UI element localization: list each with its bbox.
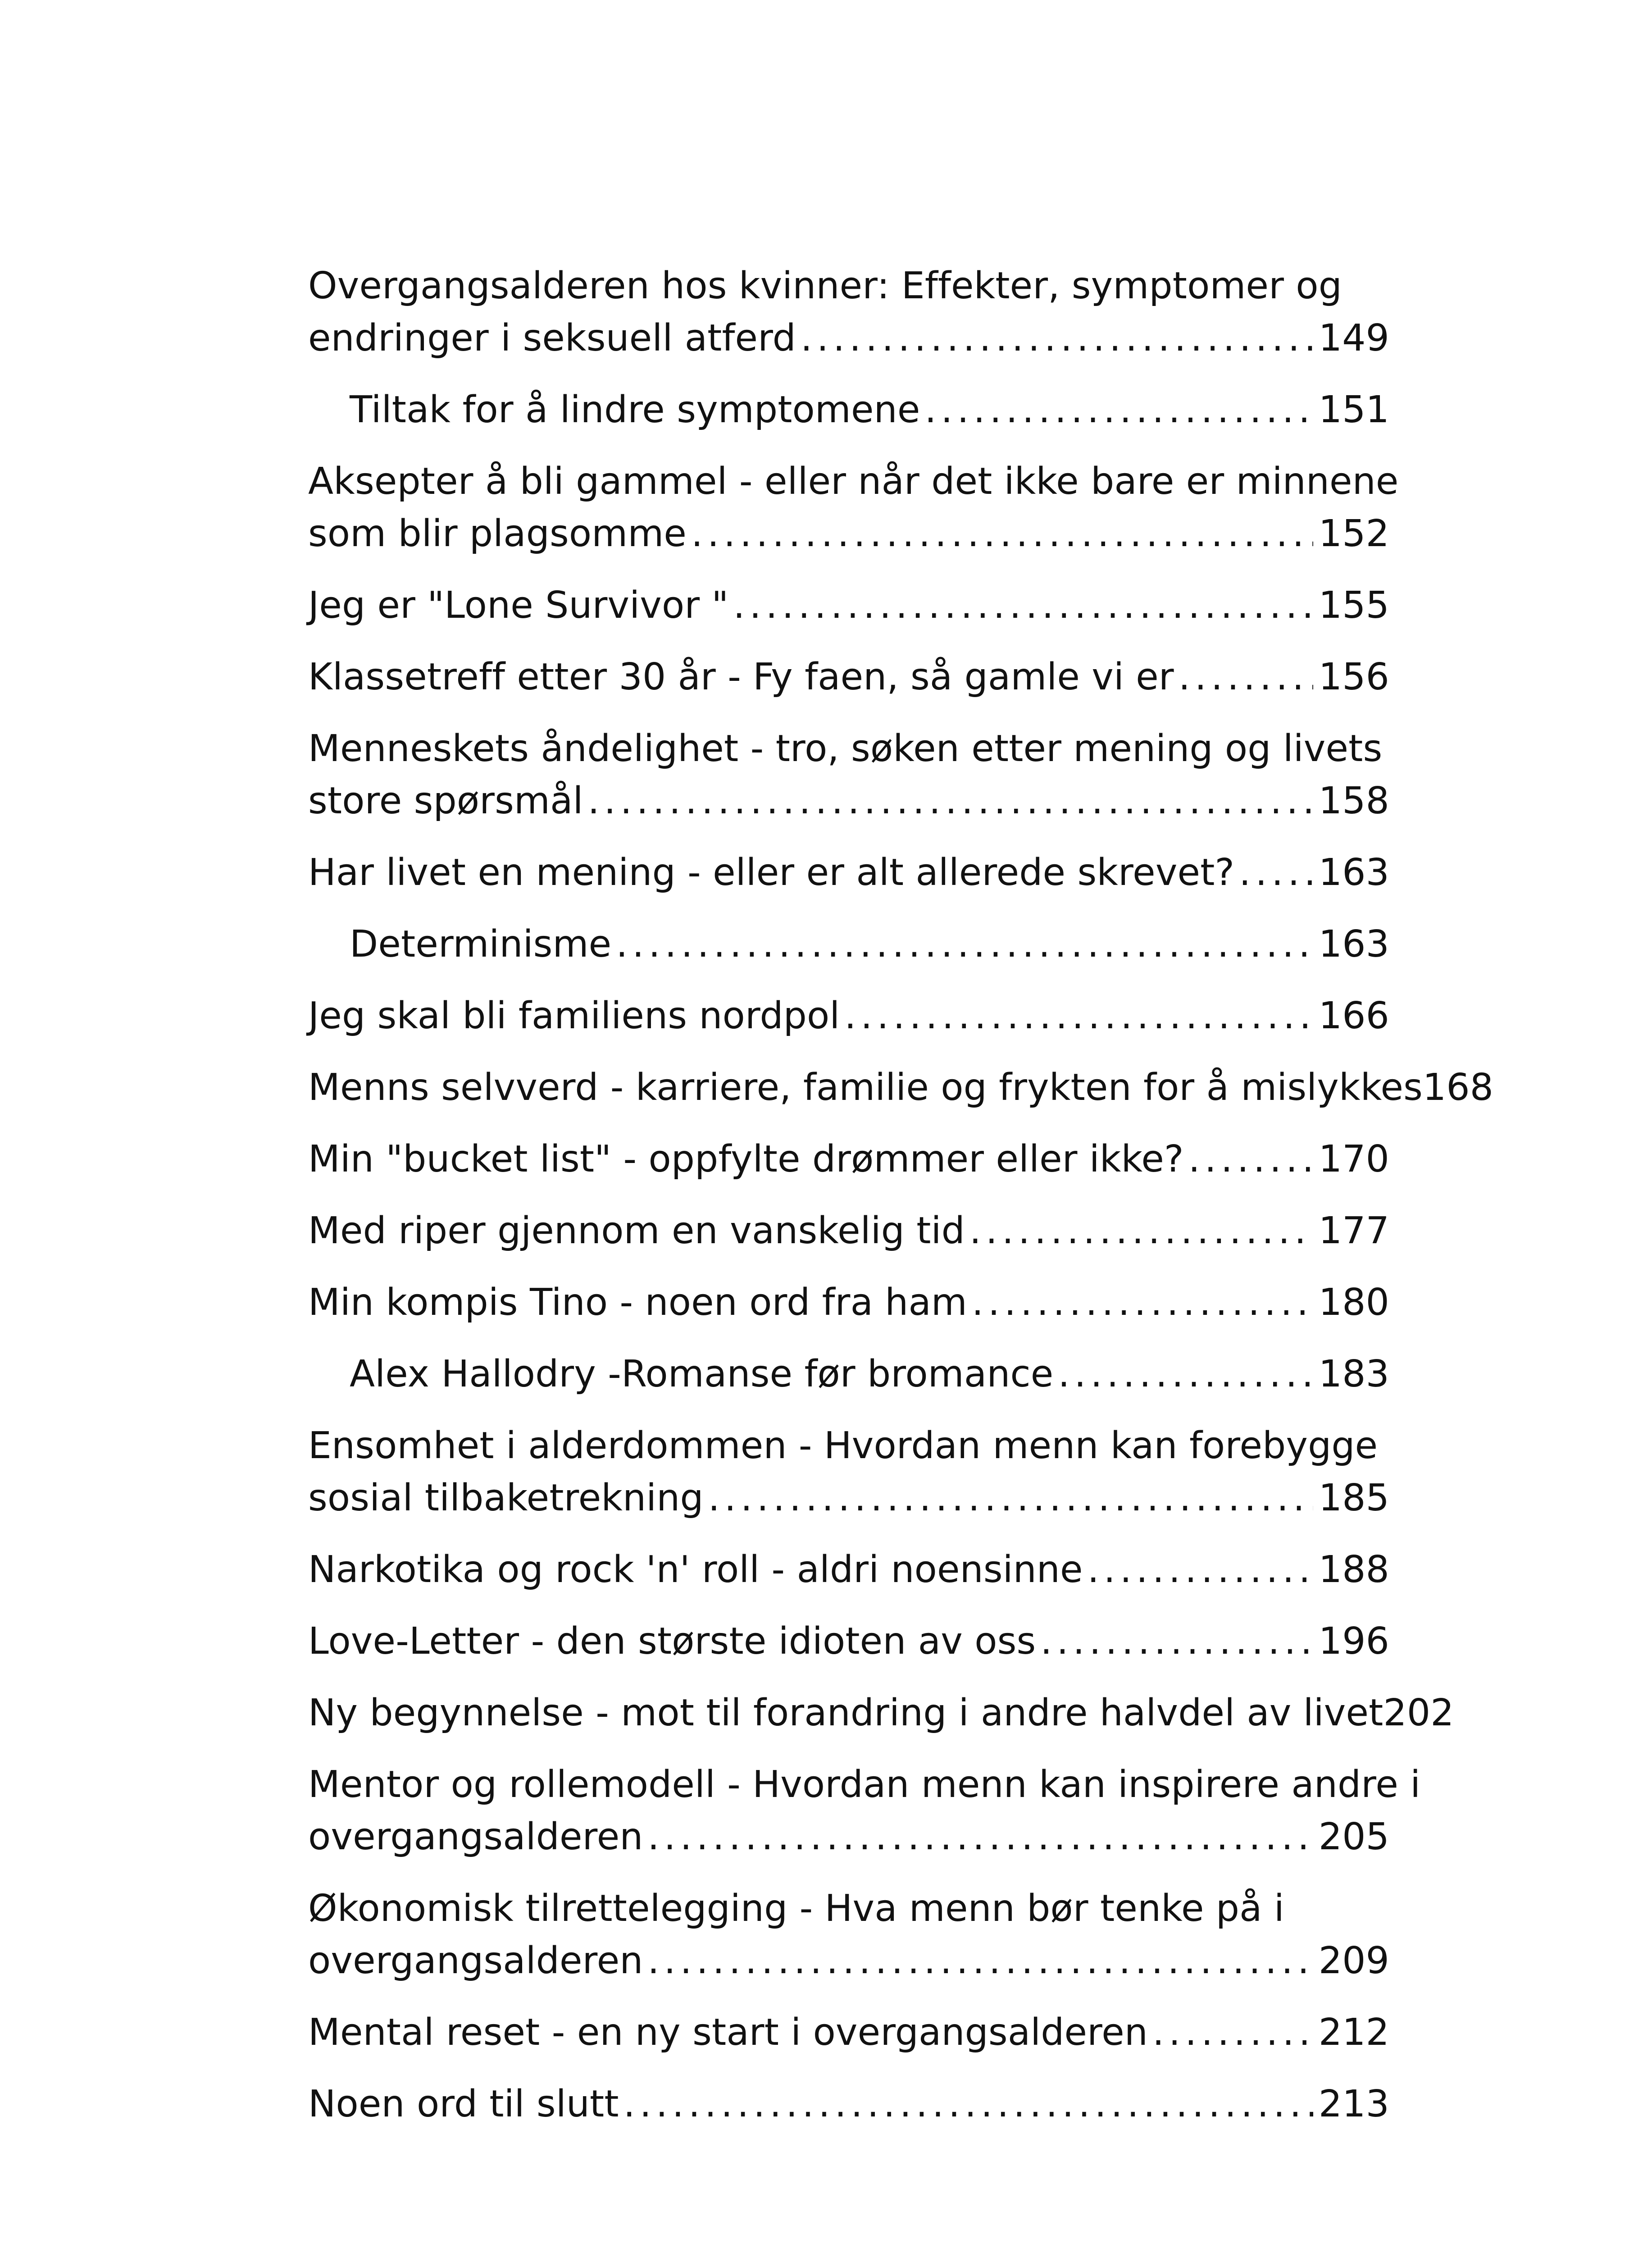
dot-leader [588,775,1313,827]
toc-entry[interactable] [308,1133,1389,1186]
toc-entry-row [308,1544,1389,1596]
toc-entry-row [308,1615,1389,1668]
dot-leader [844,990,1313,1042]
toc-entry[interactable] [308,2078,1389,2130]
toc-page-number: 185 [1318,1477,1389,1519]
toc-entry-title: Klassetreff etter 30 år - Fy faen, så gamle vi er [308,656,1174,698]
toc-subentry[interactable] [308,384,1389,436]
toc-page-number: 209 [1318,1939,1389,1982]
dot-leader [1040,1615,1313,1668]
toc-entry[interactable] [308,1615,1389,1668]
toc-entry-title: Menns selvverd - karriere, familie og frykten for å mislykkes [308,1066,1423,1109]
toc-entry-row [308,1062,1494,1114]
dot-leader [648,1811,1313,1863]
toc-entry-title-line: Aksepter å bli gammel - eller når det ikke bare er minnene [308,460,1399,503]
toc-page-number: 212 [1318,2011,1389,2054]
dot-leader [1058,1348,1313,1400]
toc-entry-row [308,2007,1389,2059]
toc-page-number: 155 [1318,584,1389,627]
toc-page-number: 151 [1318,388,1389,431]
toc-entry-title: Jeg skal bli familiens nordpol [308,994,840,1037]
toc-entry-title: som blir plagsomme [308,512,687,555]
toc-entry[interactable] [308,1759,1421,1863]
toc-page-number: 156 [1318,656,1389,698]
toc-page-number: 149 [1318,317,1389,360]
toc-entry[interactable] [308,990,1389,1042]
toc-entry-row [308,2078,1389,2130]
dot-leader [969,1205,1313,1257]
toc-entry[interactable] [308,723,1389,827]
toc-entry[interactable] [308,456,1399,560]
dot-leader [616,918,1313,971]
toc-page-number: 158 [1318,780,1389,822]
toc-entry[interactable] [308,1544,1389,1596]
toc-entry-title: sosial tilbaketrekning [308,1477,704,1519]
toc-entry[interactable] [308,579,1389,632]
toc-page-number: 183 [1318,1353,1389,1396]
toc-entry-title: Ny begynnelse - mot til forandring i andre halvdel av livet [308,1692,1383,1734]
toc-entry-title: endringer i seksuell atferd [308,317,796,360]
toc-entry[interactable] [308,1687,1454,1739]
toc-page-number: 163 [1318,923,1389,966]
toc-entry-row [308,508,1389,560]
toc-entry-title: Narkotika og rock 'n' roll - aldri noensinne [308,1548,1083,1591]
toc-page-number: 196 [1318,1620,1389,1663]
toc-entry-row [308,1277,1389,1329]
dot-leader [1152,2007,1313,2059]
toc-entry-row [350,918,1389,971]
toc-entry-title: Min "bucket list" - oppfylte drømmer eller ikke? [308,1138,1184,1181]
dot-leader [1239,847,1313,899]
dot-leader [733,579,1313,632]
toc-entry-row [308,1935,1389,1987]
toc-entry-title: store spørsmål [308,780,583,822]
toc-page-number: 152 [1318,512,1389,555]
dot-leader [972,1277,1313,1329]
toc-entry-title-line: Økonomisk tilrettelegging - Hva menn bør tenke på i [308,1887,1284,1930]
toc-entry-title-line: Mentor og rollemodell - Hvordan menn kan inspirere andre i [308,1763,1421,1806]
toc-subentry[interactable] [308,1348,1389,1400]
toc-entry-title: Alex Hallodry -Romanse før bromance [350,1353,1054,1396]
toc-entry-title: Noen ord til slutt [308,2083,619,2125]
toc-entry[interactable] [308,1277,1389,1329]
dot-leader [648,1935,1313,1987]
toc-entry-row [308,651,1389,703]
toc-page-number: 170 [1318,1138,1389,1181]
toc-entry-row [308,1687,1454,1739]
toc-entry-row [350,1348,1389,1400]
toc-page-number: 168 [1423,1066,1494,1109]
toc-entry-title: Med riper gjennom en vanskelig tid [308,1209,965,1252]
toc-entry[interactable] [308,847,1389,899]
toc-entry-title: Love-Letter - den største idioten av oss [308,1620,1036,1663]
toc-page-number: 202 [1383,1692,1454,1734]
toc-entry-title-line: Ensomhet i alderdommen - Hvordan menn kan forebygge [308,1424,1378,1467]
toc-entry-row [308,1472,1389,1524]
toc-entry[interactable] [308,1420,1389,1524]
table-of-contents [308,260,1494,2150]
toc-entry-row [308,312,1389,365]
dot-leader [924,384,1313,436]
toc-entry-row [308,775,1389,827]
toc-entry-row [308,990,1389,1042]
toc-page-number: 205 [1318,1815,1389,1858]
dot-leader [801,312,1313,365]
toc-entry-title: Mental reset - en ny start i overgangsalderen [308,2011,1148,2054]
toc-page-number: 188 [1318,1548,1389,1591]
toc-entry[interactable] [308,651,1389,703]
toc-entry[interactable] [308,1205,1389,1257]
toc-page-number: 177 [1318,1209,1389,1252]
toc-entry-title-line: Menneskets åndelighet - tro, søken etter mening og livets [308,727,1383,770]
toc-entry-title: overgangsalderen [308,1815,643,1858]
toc-page-number: 163 [1318,851,1389,894]
toc-entry[interactable] [308,260,1389,365]
toc-entry[interactable] [308,1062,1494,1114]
toc-page-number: 213 [1318,2083,1389,2125]
toc-entry-row [308,1811,1389,1863]
toc-entry-title: Tiltak for å lindre symptomene [350,388,920,431]
toc-entry[interactable] [308,2007,1389,2059]
dot-leader [1188,1133,1313,1186]
dot-leader [623,2078,1313,2130]
toc-entry-row [350,384,1389,436]
dot-leader [1179,651,1313,703]
dot-leader [691,508,1313,560]
toc-entry[interactable] [308,1883,1389,1987]
toc-subentry[interactable] [308,918,1389,971]
toc-entry-title: Min kompis Tino - noen ord fra ham [308,1281,967,1324]
toc-entry-row [308,1133,1389,1186]
toc-entry-title: Determinisme [350,923,612,966]
dot-leader [708,1472,1313,1524]
toc-page-number: 180 [1318,1281,1389,1324]
toc-entry-title: overgangsalderen [308,1939,643,1982]
toc-page-number: 166 [1318,994,1389,1037]
toc-entry-row [308,1205,1389,1257]
toc-entry-row [308,847,1389,899]
toc-entry-title: Jeg er "Lone Survivor " [308,584,729,627]
toc-entry-row [308,579,1389,632]
toc-entry-title-line: Overgangsalderen hos kvinner: Effekter, symptomer og [308,265,1342,307]
dot-leader [1088,1544,1313,1596]
toc-entry-title: Har livet en mening - eller er alt allerede skrevet? [308,851,1235,894]
